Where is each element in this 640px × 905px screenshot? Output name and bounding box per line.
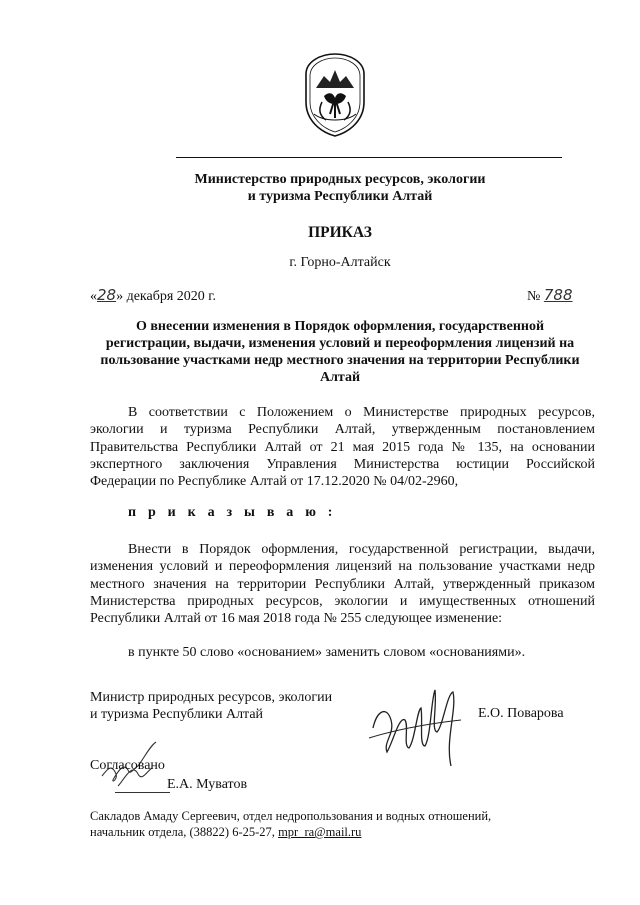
city: г. Горно-Алтайск xyxy=(289,255,391,270)
handwritten-day: 28 xyxy=(97,286,117,304)
approval-name: Е.А. Муватов xyxy=(167,777,248,792)
signatory-title-line-2: и туризма Республики Алтай xyxy=(90,707,264,722)
order-date xyxy=(90,286,590,305)
orders-keyword: п р и к а з ы в а ю : xyxy=(128,505,337,520)
signatory-name: Е.О. Поварова xyxy=(478,706,564,721)
header-rule xyxy=(176,157,562,158)
order-paragraph: Внести в Порядок оформления, государственной регистрации, выдачи, изменения условий и переоформления лицензий на пользование участками недр местного значения на территории Республики Алтай, утвержденный приказом Министерства природных ресурсов, экологии и имущественных отношений Республики Алтай от 16 мая 2018 года № 255 следующее изменение: xyxy=(90,542,595,627)
number-prefix: № xyxy=(527,289,541,304)
ministry-line-2: и туризма Республики Алтай xyxy=(247,189,433,204)
date-rest: » декабря 2020 г. xyxy=(116,289,216,304)
ministry-line-1: Министерство природных ресурсов, экологии xyxy=(194,172,486,187)
approval-underline xyxy=(115,792,170,793)
signatory-title xyxy=(90,689,332,723)
executor-line-2 xyxy=(90,824,610,840)
preamble-paragraph: В соответствии с Положением о Министерстве природных ресурсов, экологии и туризма Республики Алтай, утвержденным постановлением Правительства Республики Алтай от 21 мая 2015 года № 135, на основании экспертного заключения Управления Министерства юстиции Российской Федерации по Республике Алтай от 17.12.2020 № 04/02-2960, xyxy=(90,405,595,490)
ministry-name xyxy=(120,171,560,205)
approval-label: Согласовано xyxy=(90,758,165,773)
coat-of-arms-emblem xyxy=(300,52,370,138)
signatory-title-line-1: Министр природных ресурсов, экологии xyxy=(90,690,333,705)
executor-line-1: Сакладов Амаду Сергеевич, отдел недропользования и водных отношений, xyxy=(90,809,492,823)
handwritten-number: 788 xyxy=(543,286,573,304)
document-type: ПРИКАЗ xyxy=(308,224,372,241)
amendment-line: в пункте 50 слово «основанием» заменить словом «основаниями». xyxy=(128,645,526,660)
executor-phone: начальник отдела, (38822) 6-25-27, xyxy=(90,825,279,839)
order-subject: О внесении изменения в Порядок оформления, государственной регистрации, выдачи, изменения условий и переоформления лицензий на пользование участками недр местного значения на территории Республики Алтай xyxy=(100,319,580,385)
date-open-quote: « xyxy=(90,289,97,304)
executor-info xyxy=(90,808,610,840)
minister-signature xyxy=(365,680,475,775)
executor-email-link[interactable]: mpr_ra@mail.ru xyxy=(278,825,362,839)
order-number xyxy=(527,286,573,305)
